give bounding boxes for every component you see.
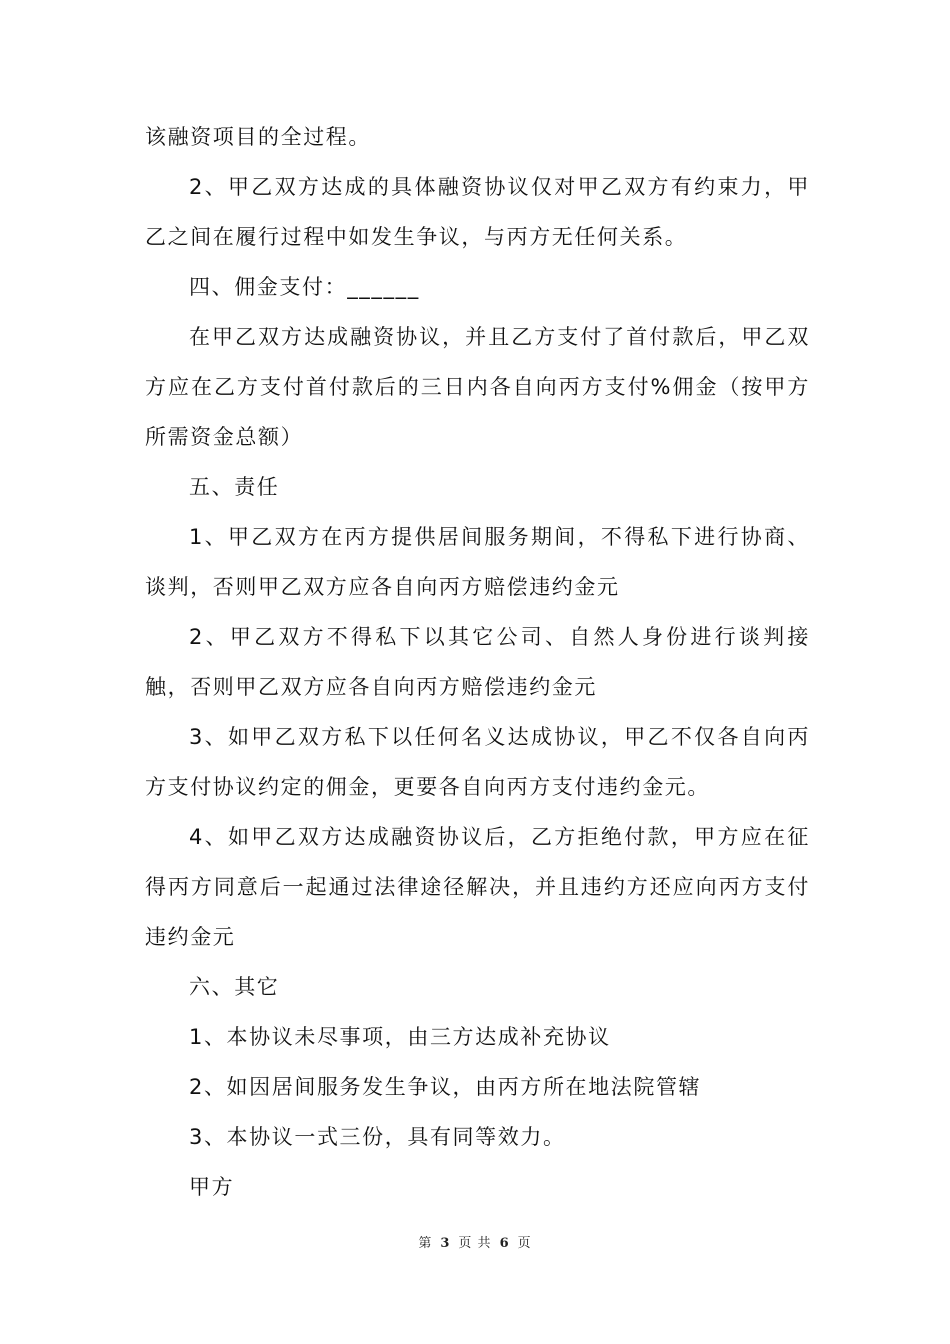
paragraph-3: 在甲乙双方达成融资协议，并且乙方支付了首付款后，甲乙双方应在乙方支付首付款后的三日内各自向丙方支付%佣金（按甲方所需资金总额） (145, 325, 810, 449)
paragraph-10: 1、本协议未尽事项，由三方达成补充协议 (189, 1025, 611, 1049)
section-heading-other: 六、其它 (189, 975, 280, 999)
paragraph-6: 2、甲乙双方不得私下以其它公司、自然人身份进行谈判接触，否则甲乙双方应各自向丙方赔偿违约金元 (145, 625, 810, 699)
footer-suffix: 页 (517, 1236, 532, 1251)
paragraph-8: 4、如甲乙双方达成融资协议后，乙方拒绝付款，甲方应在征得丙方同意后一起通过法律途径解决，并且违约方还应向丙方支付违约金元 (145, 825, 810, 949)
paragraph-12: 3、本协议一式三份，具有同等效力。 (189, 1125, 566, 1149)
footer-total-pages: 6 (499, 1236, 510, 1251)
footer-current-page: 3 (440, 1236, 451, 1251)
document-body (145, 112, 810, 1212)
paragraph-7: 3、如甲乙双方私下以任何名义达成协议，甲乙不仅各自向丙方支付协议约定的佣金，更要各自向丙方支付违约金元。 (145, 725, 810, 799)
party-a-label: 甲方 (189, 1175, 235, 1199)
footer-middle: 页 共 (458, 1236, 492, 1251)
paragraph-0: 该融资项目的全过程。 (145, 125, 371, 149)
section-heading-commission: 四、佣金支付：______ (189, 275, 420, 299)
section-heading-liability: 五、责任 (189, 475, 280, 499)
page-footer (0, 1232, 950, 1251)
paragraph-5: 1、甲乙双方在丙方提供居间服务期间，不得私下进行协商、谈判，否则甲乙双方应各自向丙方赔偿违约金元 (145, 525, 810, 599)
paragraph-1: 2、甲乙双方达成的具体融资协议仅对甲乙双方有约束力，甲乙之间在履行过程中如发生争议，与丙方无任何关系。 (145, 175, 810, 249)
paragraph-11: 2、如因居间服务发生争议，由丙方所在地法院管辖 (189, 1075, 702, 1099)
footer-prefix: 第 (418, 1236, 433, 1251)
